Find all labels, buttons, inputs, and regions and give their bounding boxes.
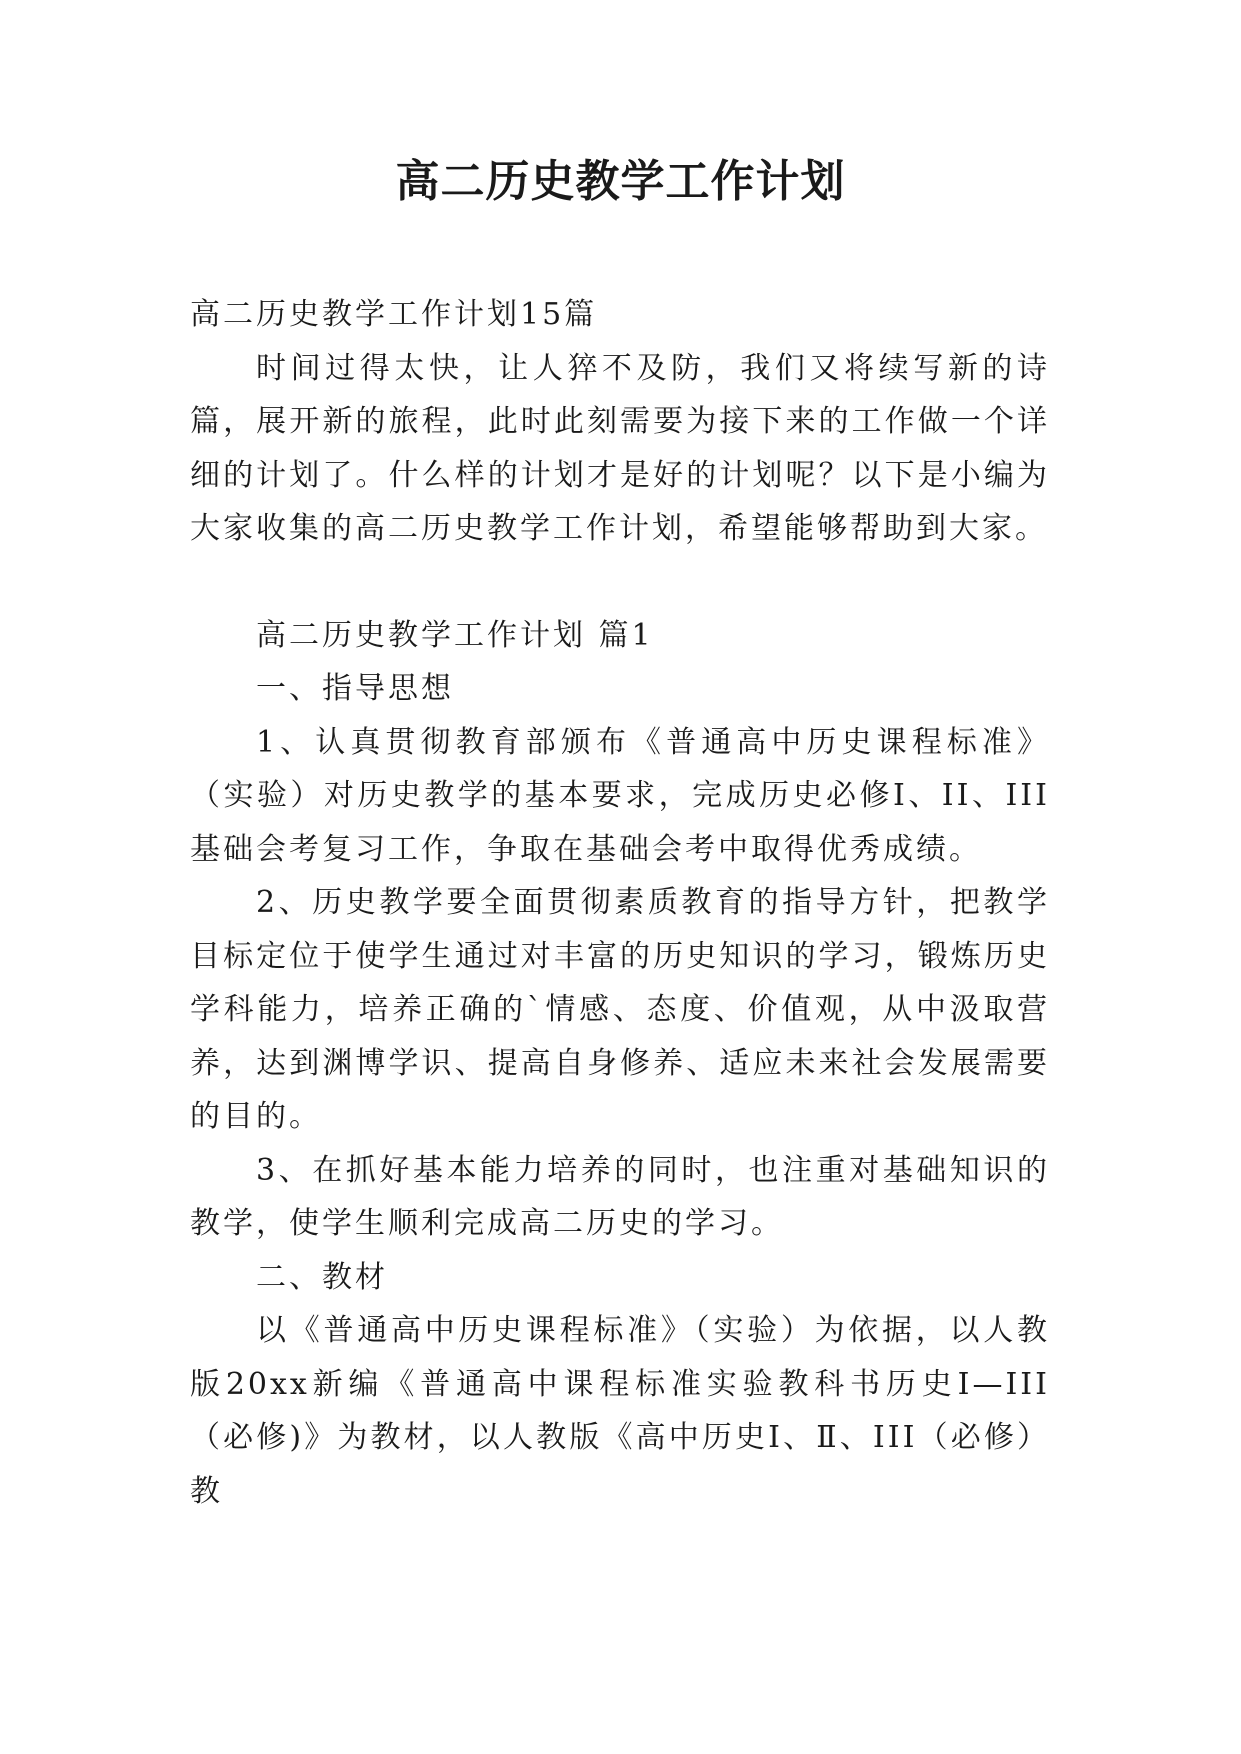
paragraph-1: 1、认真贯彻教育部颁布《普通高中历史课程标准》（实验）对历史教学的基本要求，完成历史必修I、II、III基础会考复习工作，争取在基础会考中取得优秀成绩。 [190, 724, 1050, 867]
document-body [190, 288, 1050, 1518]
paragraph-4: 以《普通高中历史课程标准》（实验）为依据，以人教版20xx新编《普通高中课程标准实验教科书历史I—III（必修)》为教材，以人教版《高中历史I、Ⅱ、III（必修）教 [190, 1313, 1050, 1509]
paragraph-2: 2、历史教学要全面贯彻素质教育的指导方针，把教学目标定位于使学生通过对丰富的历史知识的学习，锻炼历史学科能力，培养正确的`情感、态度、价值观，从中汲取营养，达到渊博学识、提高自身修养、适应未来社会发展需要的目的。 [190, 885, 1050, 1134]
spacer [190, 556, 1050, 609]
paragraph-3: 3、在抓好基本能力培养的同时，也注重对基础知识的教学，使学生顺利完成高二历史的学习。 [190, 1152, 1050, 1241]
document-title: 高二历史教学工作计划 [395, 156, 846, 207]
intro-paragraph: 时间过得太快，让人猝不及防，我们又将续写新的诗篇，展开新的旅程，此时此刻需要为接下来的工作做一个详细的计划了。什么样的计划才是好的计划呢？以下是小编为大家收集的高二历史教学工作计划，希望能够帮助到大家。 [190, 350, 1050, 546]
subtitle: 高二历史教学工作计划15篇 [190, 297, 598, 332]
part1-heading: 一、指导思想 [256, 671, 454, 706]
part2-heading: 二、教材 [256, 1259, 388, 1295]
section-heading: 高二历史教学工作计划 篇1 [256, 617, 654, 653]
